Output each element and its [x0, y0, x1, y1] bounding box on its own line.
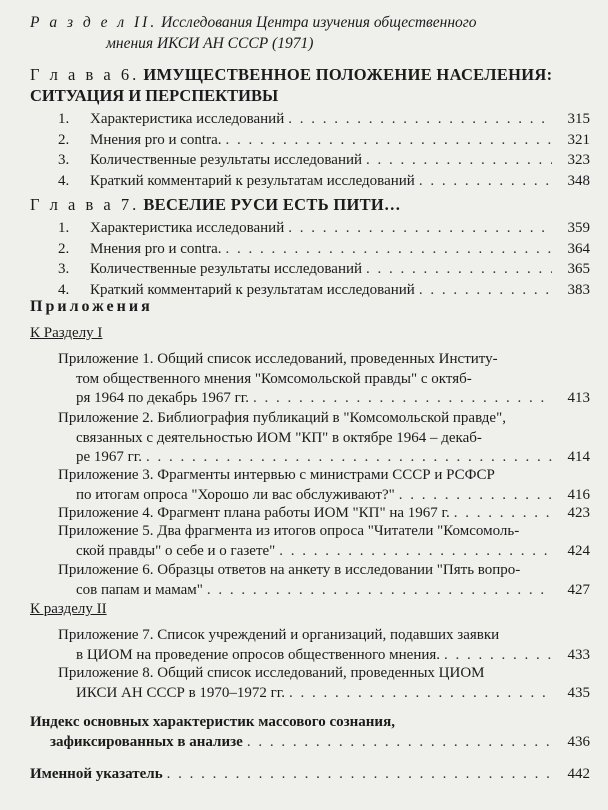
entry-number: 4. — [58, 172, 70, 189]
leader-dots — [399, 486, 552, 506]
index-title-line2: зафиксированных в анализе — [50, 734, 243, 750]
entry-number: 3. — [58, 152, 70, 168]
appendices-title: Приложения — [30, 298, 153, 315]
leader-dots — [419, 171, 552, 192]
appendix-page: 435 — [567, 684, 590, 701]
appendix-line: Приложение 5. Два фрагмента из итогов опроса "Читатели "Комсомоль- — [58, 523, 520, 539]
entry-page: 364 — [567, 240, 590, 257]
entry-title: Характеристика исследований — [90, 220, 285, 236]
leader-dots — [419, 280, 552, 301]
entry-page: 323 — [567, 152, 590, 168]
appendix-line: Приложение 4. Фрагмент плана работы ИОМ "КП" на 1967 г. — [58, 505, 450, 521]
index-title-line1: Индекс основных характеристик массового сознания, — [30, 714, 395, 730]
chapter-6-label: Г л а в а 6. — [30, 65, 140, 84]
entry-title: Мнения pro и contra. — [90, 240, 222, 257]
leader-dots — [366, 150, 552, 171]
toc-entry[interactable] — [30, 150, 590, 171]
leader-dots — [279, 542, 552, 562]
appendix-line: Приложение 2. Библиография публикаций в "Комсомольской правде", — [58, 410, 506, 426]
appendix-line: Приложение 1. Общий список исследований, проведенных Институ- — [58, 351, 498, 367]
appendix-line: том общественного мнения "Комсомольской правды" с октяб- — [76, 370, 472, 387]
appendix-line: Приложение 3. Фрагменты интервью с министрами СССР и РСФСР — [58, 467, 495, 483]
leader-dots — [207, 581, 552, 601]
entry-page: 321 — [567, 131, 590, 148]
section-heading — [30, 12, 590, 54]
name-index-title: Именной указатель — [30, 766, 163, 782]
chapter-7-title — [30, 194, 590, 215]
chapter-7-label: Г л а в а 7. — [30, 195, 140, 214]
leader-dots — [225, 130, 552, 151]
leader-dots — [247, 732, 552, 752]
appendix-line: сов папам и мамам" — [76, 581, 203, 598]
section-title-line2: мнения ИКСИ АН СССР (1971) — [106, 35, 314, 52]
appendix-6[interactable] — [58, 561, 590, 600]
section-label: Р а з д е л II. — [30, 14, 158, 31]
toc-entry[interactable] — [30, 171, 590, 192]
appendix-1[interactable] — [58, 350, 590, 409]
toc-entry[interactable] — [30, 280, 590, 301]
leader-dots — [366, 259, 552, 280]
entry-page: 383 — [567, 281, 590, 298]
toc-entry[interactable] — [30, 259, 590, 280]
appendix-line: в ЦИОМ на проведение опросов общественного мнения. — [76, 646, 441, 663]
appendix-8[interactable] — [58, 664, 590, 703]
appendix-page: 416 — [567, 486, 590, 503]
leader-dots — [225, 239, 552, 260]
chapter-7 — [30, 194, 590, 300]
appendix-group1-heading[interactable]: К Разделу I — [30, 325, 103, 341]
leader-dots — [146, 448, 552, 468]
appendix-page: 413 — [567, 390, 590, 406]
appendix-5[interactable] — [58, 522, 590, 561]
entry-page: 315 — [567, 111, 590, 127]
entry-number: 1. — [58, 111, 70, 127]
appendix-line: по итогам опроса "Хорошо ли вас обслуживают?" — [76, 486, 395, 503]
entry-page: 365 — [567, 261, 590, 277]
entry-title: Количественные результаты исследований — [90, 261, 363, 277]
appendix-line: связанных с деятельностью ИОМ "КП" в октябре 1964 – декаб- — [76, 429, 482, 446]
toc-entry[interactable] — [30, 218, 590, 239]
appendix-line: ИКСИ АН СССР в 1970–1972 гг. — [76, 684, 286, 701]
entry-number: 2. — [58, 131, 70, 148]
entry-title: Краткий комментарий к результатам исследований — [90, 172, 415, 189]
leader-dots — [289, 684, 552, 704]
appendix-page: 433 — [567, 646, 590, 663]
name-index-page: 442 — [567, 766, 590, 782]
name-index-entry[interactable] — [30, 764, 590, 784]
chapter-6-name-line2: СИТУАЦИЯ И ПЕРСПЕКТИВЫ — [30, 86, 279, 105]
entry-title: Мнения pro и contra. — [90, 131, 222, 148]
entry-title: Характеристика исследований — [90, 111, 285, 127]
entry-number: 4. — [58, 281, 70, 298]
entry-page: 348 — [567, 172, 590, 189]
leader-dots — [444, 646, 552, 666]
leader-dots — [253, 389, 552, 409]
leader-dots — [288, 109, 552, 130]
appendix-3[interactable] — [58, 466, 590, 505]
appendix-group2-heading[interactable]: К разделу II — [30, 601, 107, 617]
leader-dots — [454, 504, 552, 524]
appendix-line: ря 1964 по декабрь 1967 гг. — [76, 390, 250, 406]
appendix-page: 427 — [567, 581, 590, 598]
appendix-page: 414 — [567, 449, 590, 465]
appendix-page: 423 — [567, 505, 590, 521]
entry-number: 1. — [58, 220, 70, 236]
index-entry[interactable] — [30, 712, 590, 752]
toc-entry[interactable] — [30, 239, 590, 260]
appendix-2[interactable] — [58, 409, 590, 468]
section-title-line1: Исследования Центра изучения общественного — [161, 14, 477, 31]
appendix-4[interactable] — [58, 504, 590, 524]
entry-number: 2. — [58, 240, 70, 257]
entry-title: Количественные результаты исследований — [90, 152, 363, 168]
toc-entry[interactable] — [30, 109, 590, 130]
leader-dots — [167, 764, 552, 784]
chapter-7-name: ВЕСЕЛИЕ РУСИ ЕСТЬ ПИТИ… — [143, 195, 401, 214]
entry-page: 359 — [567, 220, 590, 236]
appendix-line: ре 1967 гг. — [76, 449, 143, 465]
appendix-line: Приложение 8. Общий список исследований, проведенных ЦИОМ — [58, 665, 485, 681]
appendix-line: Приложение 7. Список учреждений и организаций, подавших заявки — [58, 627, 500, 643]
leader-dots — [288, 218, 552, 239]
appendix-page: 424 — [567, 542, 590, 559]
index-page: 436 — [567, 734, 590, 750]
appendix-line: Приложение 6. Образцы ответов на анкету в исследовании "Пять вопро- — [58, 562, 521, 578]
chapter-6-name-line1: ИМУЩЕСТВЕННОЕ ПОЛОЖЕНИЕ НАСЕЛЕНИЯ: — [143, 65, 553, 84]
toc-entry[interactable] — [30, 130, 590, 151]
chapter-6 — [30, 64, 590, 191]
entry-number: 3. — [58, 261, 70, 277]
entry-title: Краткий комментарий к результатам исследований — [90, 281, 415, 298]
appendix-line: ской правды" о себе и о газете" — [76, 542, 276, 559]
chapter-6-title — [30, 64, 590, 85]
appendix-7[interactable] — [58, 626, 590, 665]
